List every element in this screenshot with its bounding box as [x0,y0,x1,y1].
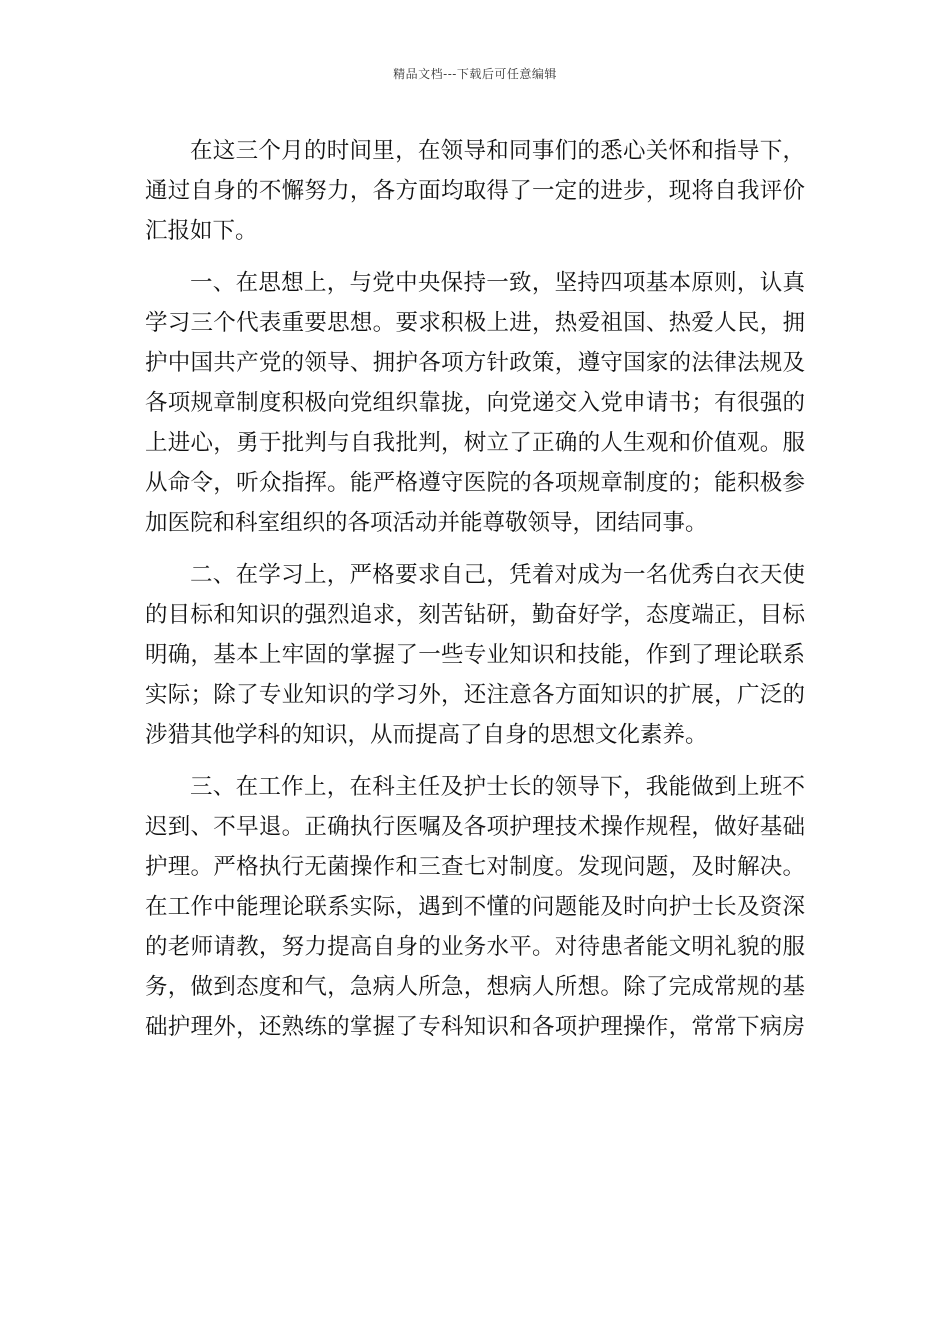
text-line: 础护理外，还熟练的掌握了专科知识和各项护理操作，常常下病房 [145,1014,805,1040]
text-line: 护理。严格执行无菌操作和三查七对制度。发现问题，及时解决。 [145,854,805,880]
text-line: 的目标和知识的强烈追求，刻苦钻研，勤奋好学，态度端正，目标 [145,602,805,628]
text-line: 三、在工作上，在科主任及护士长的领导下，我能做到上班不 [190,774,805,800]
paragraph-1 [145,131,805,251]
text-line: 迟到、不早退。正确执行医嘱及各项护理技术操作规程，做好基础 [145,814,805,840]
paragraph-4 [145,767,805,1047]
text-line: 从命令，听众指挥。能严格遵守医院的各项规章制度的；能积极参 [145,470,805,496]
text-line: 一、在思想上，与党中央保持一致，坚持四项基本原则，认真 [190,270,805,296]
page-header: 精品文档---下载后可任意编辑 [393,67,557,81]
text-line: 在这三个月的时间里，在领导和同事们的悉心关怀和指导下， [190,138,805,164]
text-line: 实际；除了专业知识的学习外，还注意各方面知识的扩展，广泛的 [145,682,805,708]
text-line: 加医院和科室组织的各项活动并能尊敬领导，团结同事。 [145,510,708,536]
text-line: 务，做到态度和气，急病人所急，想病人所想。除了完成常规的基 [145,974,805,1000]
text-line: 学习三个代表重要思想。要求积极上进，热爱祖国、热爱人民，拥 [145,310,805,336]
text-line: 二、在学习上，严格要求自己，凭着对成为一名优秀白衣天使 [190,562,805,588]
text-line: 汇报如下。 [145,218,258,244]
text-line: 明确，基本上牢固的掌握了一些专业知识和技能，作到了理论联系 [145,642,805,668]
text-line: 在工作中能理论联系实际，遇到不懂的问题能及时向护士长及资深 [145,894,805,920]
text-line: 护中国共产党的领导、拥护各项方针政策，遵守国家的法律法规及 [145,350,805,376]
text-line: 通过自身的不懈努力，各方面均取得了一定的进步，现将自我评价 [145,178,805,204]
paragraph-3 [145,555,805,755]
text-line: 涉猎其他学科的知识，从而提高了自身的思想文化素养。 [145,722,708,748]
paragraph-2 [145,263,805,543]
text-line: 各项规章制度积极向党组织靠拢，向党递交入党申请书；有很强的 [145,390,805,416]
document-body [145,131,805,1047]
text-line: 上进心，勇于批判与自我批判，树立了正确的人生观和价值观。服 [145,430,805,456]
text-line: 的老师请教，努力提高自身的业务水平。对待患者能文明礼貌的服 [145,934,805,960]
